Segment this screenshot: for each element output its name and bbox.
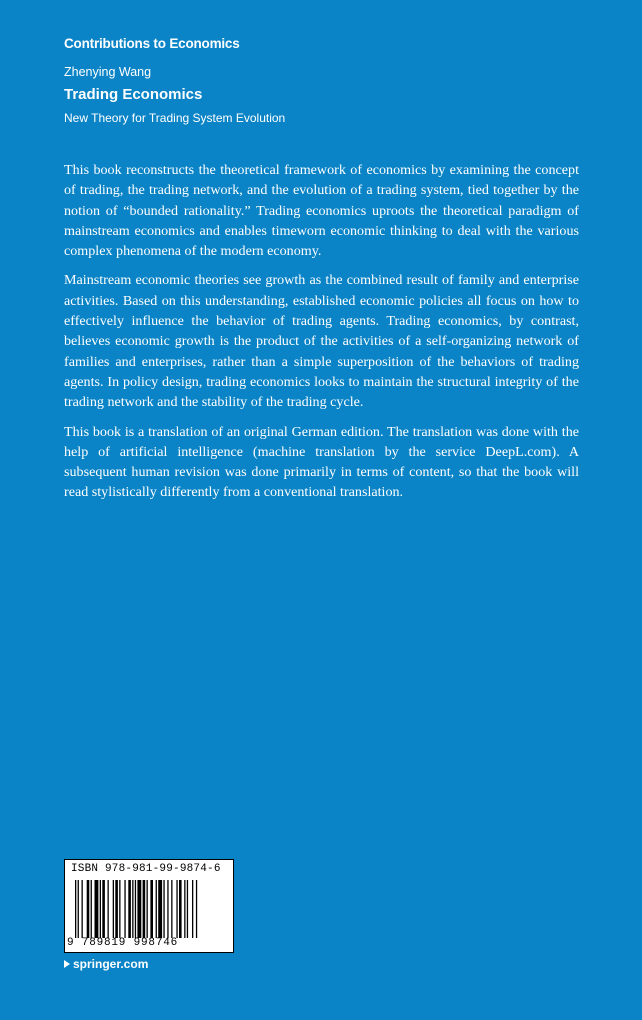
- publisher-label: springer.com: [73, 957, 149, 971]
- barcode-bar: [132, 880, 133, 938]
- publisher-link[interactable]: [64, 957, 148, 971]
- barcode-bar: [156, 880, 157, 938]
- barcode-bar: [95, 880, 99, 938]
- barcode-bar: [167, 880, 168, 938]
- barcode-bar: [78, 880, 79, 938]
- barcode-bar: [147, 880, 148, 938]
- barcode-bar: [100, 880, 101, 938]
- barcode-bar: [124, 880, 125, 938]
- barcode-bar: [119, 880, 120, 938]
- blurb: [64, 160, 579, 512]
- arrow-icon: [64, 960, 70, 968]
- barcode-bar: [87, 880, 90, 938]
- barcode-bar: [135, 880, 136, 938]
- series-name: Contributions to Economics: [64, 36, 240, 51]
- book-subtitle: New Theory for Trading System Evolution: [64, 111, 286, 125]
- blurb-paragraph-2: Mainstream economic theories see growth as the combined result of family and enterprise activities. Based on this understanding, established economic policies all focus on how to effectively influence the behavior of trading agents. Trading economics, by contrast, believes economic growth is the product of the activities of a self-organizing network of families and enterprises, rather than a simple superposition of the behaviors of trading agents. In policy design, trading economics looks to maintain the structural integrity of the trading network and the stability of the trading cycle.: [64, 272, 579, 411]
- barcode-bar: [179, 880, 182, 938]
- barcode-bar: [196, 880, 197, 938]
- barcode-bar: [150, 880, 153, 938]
- author-name: Zhenying Wang: [64, 65, 152, 79]
- barcode-bar: [91, 880, 92, 938]
- isbn-label: ISBN 978-981-99-9874-6: [71, 863, 221, 875]
- blurb-paragraph-3: This book is a translation of an original German edition. The translation was done with the help of artificial intelligence (machine translation by the service DeepL.com). A subsequent human revision was done primarily in terms of content, so that the book will read stylistically differently from a conventional translation.: [64, 423, 579, 501]
- blurb-paragraph-1: This book reconstructs the theoretical framework of economics by examining the concept of trading, the trading network, and the evolution of a trading system, tied together by the notion of “bounded rationality.” Trading economics uproots the theoretical paradigm of mainstream economics and enables timeworn economic thinking to deal with the various complex phenomena of the modern economy.: [64, 162, 579, 260]
- barcode: [64, 859, 234, 953]
- barcode-bar: [108, 880, 109, 938]
- barcode-bar: [143, 880, 146, 938]
- barcode-bar: [163, 880, 164, 938]
- barcode-bar: [82, 880, 83, 938]
- barcode-bar: [171, 880, 172, 938]
- barcode-bar: [128, 880, 131, 938]
- barcode-bar: [176, 880, 177, 938]
- barcode-bar: [75, 880, 76, 938]
- barcode-bar: [137, 880, 141, 938]
- barcode-bar: [113, 880, 114, 938]
- barcode-bars: [75, 880, 229, 938]
- barcode-bar: [184, 880, 185, 938]
- barcode-digits: 9 789819 998746: [67, 937, 179, 949]
- barcode-bar: [102, 880, 105, 938]
- barcode-bar: [158, 880, 162, 938]
- book-title: Trading Economics: [64, 86, 203, 103]
- barcode-bar: [192, 880, 193, 938]
- barcode-bar: [115, 880, 118, 938]
- barcode-bar: [187, 880, 188, 938]
